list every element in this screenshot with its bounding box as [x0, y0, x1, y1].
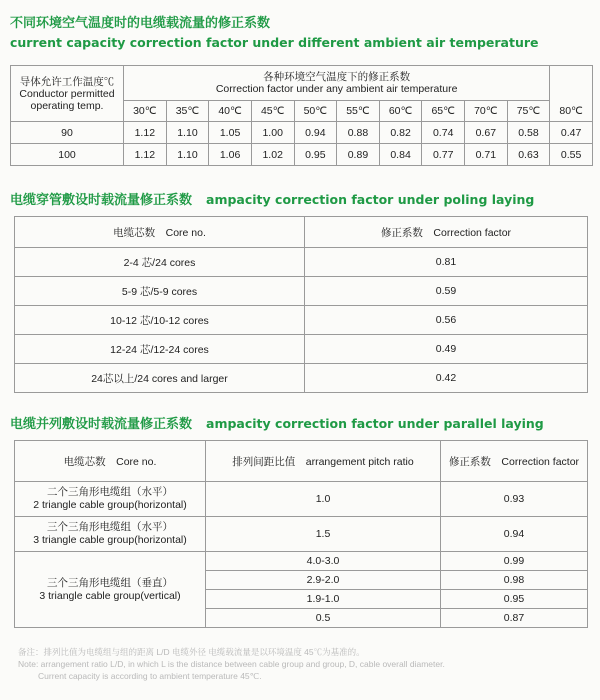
factor-cell: 0.42: [305, 364, 588, 393]
section3-title-en: ampacity correction factor under parallel laying: [206, 416, 544, 431]
section1-title-cn: 不同环境空气温度时的电缆载流量的修正系数: [10, 16, 271, 31]
footnote: [18, 646, 445, 682]
table-cell: 1.12: [124, 122, 167, 144]
factor-cell: 0.98: [441, 571, 588, 590]
header-blank-cell: [550, 66, 593, 101]
table-row: [15, 306, 588, 335]
group-cell: [15, 552, 206, 628]
table-row: [15, 335, 588, 364]
core-header: 电缆芯数 Core no.: [15, 217, 305, 248]
ratio-header: 排列间距比值 arrangement pitch ratio: [206, 441, 441, 482]
temp-col-header: 35℃: [166, 101, 209, 122]
table-cell: 1.10: [166, 144, 209, 166]
correction-factor-header: [124, 66, 550, 101]
table-cell: 0.58: [507, 122, 550, 144]
core-cell: 5-9 芯/5-9 cores: [15, 277, 305, 306]
row-temp: 100: [11, 144, 124, 166]
table-cell: 0.67: [465, 122, 508, 144]
conductor-temp-header-cn: 导体允许工作温度℃: [19, 75, 115, 88]
factor-cell: 0.94: [441, 517, 588, 552]
core-cell: 10-12 芯/10-12 cores: [15, 306, 305, 335]
table-cell: 1.06: [209, 144, 252, 166]
table-cell: 0.84: [379, 144, 422, 166]
group-en: 3 triangle cable group(horizontal): [33, 534, 187, 546]
factor-cell: 0.87: [441, 609, 588, 628]
section3-title: [10, 413, 544, 432]
ratio-cell: 1.9-1.0: [206, 590, 441, 609]
temp-col-header: 50℃: [294, 101, 337, 122]
table-row: [15, 364, 588, 393]
table-cell: 0.47: [550, 122, 593, 144]
section2-title-en: ampacity correction factor under poling laying: [206, 192, 535, 207]
group-cn: 二个三角形电缆组（水平）: [47, 486, 173, 498]
footnote-line-en: Note: arrangement ratio L/D, in which L is the distance between cable group and group, D, cable overall diameter.: [18, 659, 445, 669]
table-cell: 1.10: [166, 122, 209, 144]
table-cell: 0.74: [422, 122, 465, 144]
temperature-correction-table: [10, 65, 593, 166]
group-en: 3 triangle cable group(vertical): [39, 589, 181, 602]
group-cell: [15, 517, 206, 552]
ratio-cell: 1.5: [206, 517, 441, 552]
factor-header: 修正系数 Correction factor: [305, 217, 588, 248]
table-cell: 0.95: [294, 144, 337, 166]
ratio-cell: 0.5: [206, 609, 441, 628]
correction-factor-header-cn: 各种环境空气温度下的修正系数: [263, 71, 411, 83]
group-en: 2 triangle cable group(horizontal): [33, 499, 187, 511]
ratio-cell: 4.0-3.0: [206, 552, 441, 571]
temp-col-header: 55℃: [337, 101, 380, 122]
table-cell: 0.77: [422, 144, 465, 166]
table-cell: 0.88: [337, 122, 380, 144]
table-cell: 0.89: [337, 144, 380, 166]
factor-header: 修正系数 Correction factor: [441, 441, 588, 482]
table-cell: 1.12: [124, 144, 167, 166]
factor-cell: 0.93: [441, 482, 588, 517]
section2-title: [10, 189, 534, 208]
ratio-cell: 1.0: [206, 482, 441, 517]
parallel-laying-table: [14, 440, 588, 628]
table-row: [15, 517, 588, 552]
table-row: [15, 277, 588, 306]
temp-col-header: 70℃: [465, 101, 508, 122]
temp-col-header: 80℃: [550, 101, 593, 122]
factor-cell: 0.81: [305, 248, 588, 277]
table-row: [11, 122, 593, 144]
temp-col-header: 75℃: [507, 101, 550, 122]
table-cell: 1.02: [251, 144, 294, 166]
factor-cell: 0.59: [305, 277, 588, 306]
conductor-temp-header-en1: Conductor permitted: [19, 87, 115, 100]
table-cell: 0.94: [294, 122, 337, 144]
temp-col-header: 60℃: [379, 101, 422, 122]
core-cell: 12-24 芯/12-24 cores: [15, 335, 305, 364]
core-cell: 24芯以上/24 cores and larger: [15, 364, 305, 393]
group-cell: [15, 482, 206, 517]
footnote-line-en: Current capacity is according to ambient temperature 45℃.: [38, 671, 262, 681]
table-row: [15, 482, 588, 517]
factor-cell: 0.56: [305, 306, 588, 335]
table-row: [15, 552, 588, 571]
row-temp: 90: [11, 122, 124, 144]
factor-cell: 0.99: [441, 552, 588, 571]
table-cell: 1.05: [209, 122, 252, 144]
factor-cell: 0.95: [441, 590, 588, 609]
ratio-cell: 2.9-2.0: [206, 571, 441, 590]
section2-title-cn: 电缆穿管敷设时载流量修正系数: [10, 193, 193, 208]
factor-cell: 0.49: [305, 335, 588, 364]
temp-col-header: 45℃: [251, 101, 294, 122]
temp-col-header: 30℃: [124, 101, 167, 122]
conductor-temp-header: [11, 66, 124, 122]
table-row: [11, 144, 593, 166]
table-cell: 0.55: [550, 144, 593, 166]
table-cell: 0.63: [507, 144, 550, 166]
core-cell: 2-4 芯/24 cores: [15, 248, 305, 277]
temp-col-header: 40℃: [209, 101, 252, 122]
group-cn: 三个三角形电缆组（垂直）: [47, 576, 173, 589]
footnote-line-cn: 备注：排列比值为电缆组与组的距离 L/D 电缆外径 电缆载流量是以环境温度 45℃为基准的。: [18, 647, 365, 657]
table-row: [15, 248, 588, 277]
poling-laying-table: [14, 216, 588, 393]
table-cell: 0.82: [379, 122, 422, 144]
table-cell: 0.71: [465, 144, 508, 166]
core-header: 电缆芯数 Core no.: [15, 441, 206, 482]
correction-factor-header-en: Correction factor under any ambient air temperature: [215, 83, 458, 95]
temp-col-header: 65℃: [422, 101, 465, 122]
group-cn: 三个三角形电缆组（水平）: [47, 521, 173, 533]
section3-title-cn: 电缆并列敷设时载流量修正系数: [10, 417, 193, 432]
conductor-temp-header-en2: operating temp.: [30, 99, 104, 112]
table-cell: 1.00: [251, 122, 294, 144]
section1-title-en: current capacity correction factor under different ambient air temperature: [10, 35, 539, 50]
